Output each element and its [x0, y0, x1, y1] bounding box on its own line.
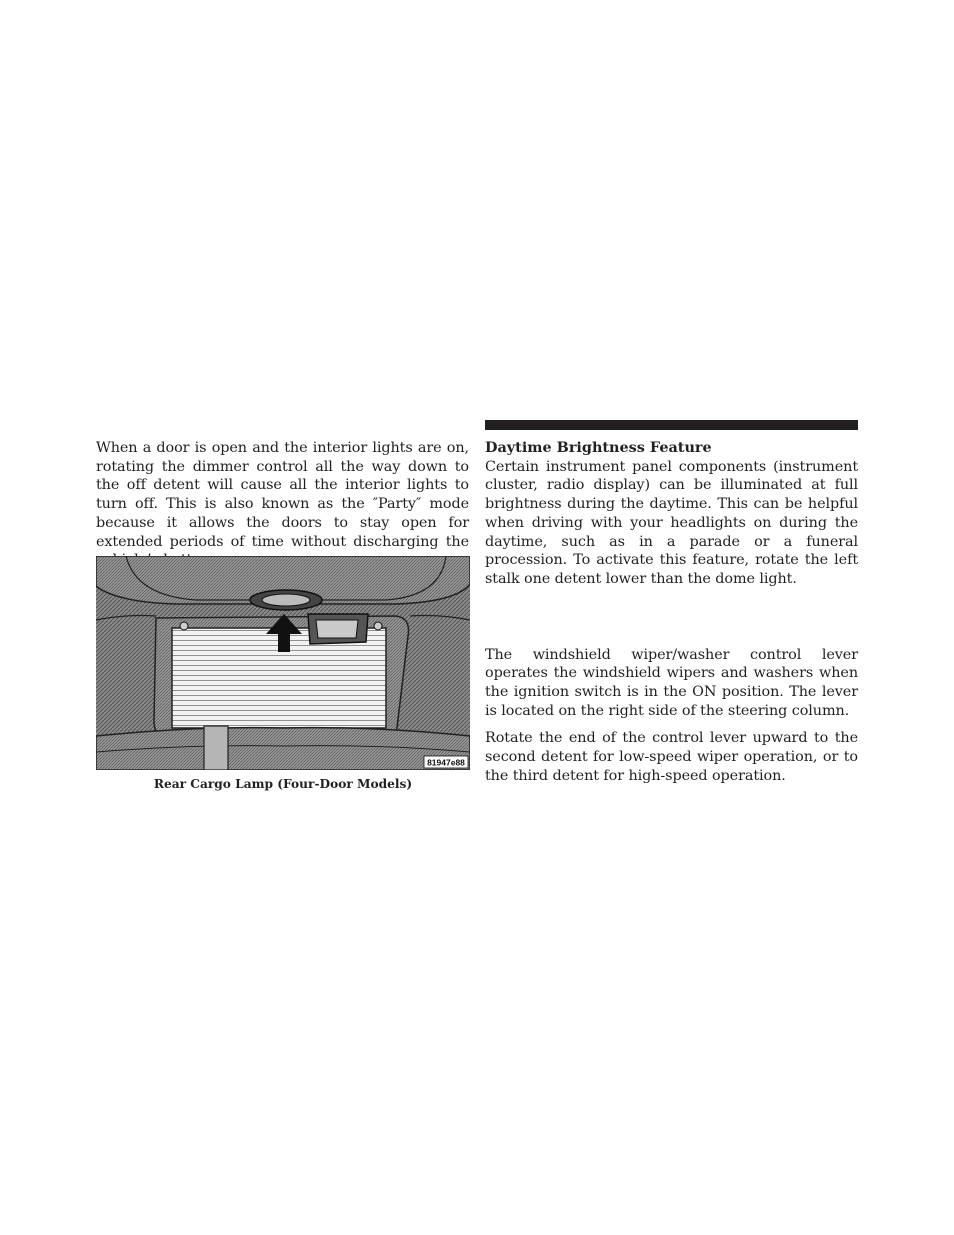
wiper-speed-paragraph: Rotate the end of the control lever upward to the second detent for low-speed wiper operation, or to the third detent for high-speed operation.: [485, 730, 858, 784]
party-mode-paragraph: When a door is open and the interior lights are on, rotating the dimmer control all the way down to the off detent will cause all the interior lights to turn off. This is also known as the ″Party″ mode because it allows the doors to stay open for extended periods of time without discharging the: [96, 440, 469, 550]
left-column: [96, 439, 469, 570]
rear-cargo-lamp-illustration: [96, 556, 470, 770]
right-column: [485, 439, 858, 786]
daytime-brightness-paragraph: Certain instrument panel components (instrument cluster, radio display) can be illuminated at full brightness during the daytime. This can be helpful when driving with your headlights on during the daytime, such as in a parade or a funeral procession. To activate this feature, rotate the left stalk one detent lower than the dome light.: [485, 458, 858, 587]
figure-caption: Rear Cargo Lamp (Four-Door Models): [153, 777, 413, 791]
section-rule: [485, 420, 858, 430]
wiper-control-paragraph: The windshield wiper/washer control lever operates the windshield wipers and washers when the ignition switch is in the ON position. The lever is located on the right side of the steering column.: [485, 646, 858, 719]
daytime-brightness-heading: Daytime Brightness Feature: [485, 439, 712, 456]
image-code-label: 81947e88: [427, 757, 465, 768]
